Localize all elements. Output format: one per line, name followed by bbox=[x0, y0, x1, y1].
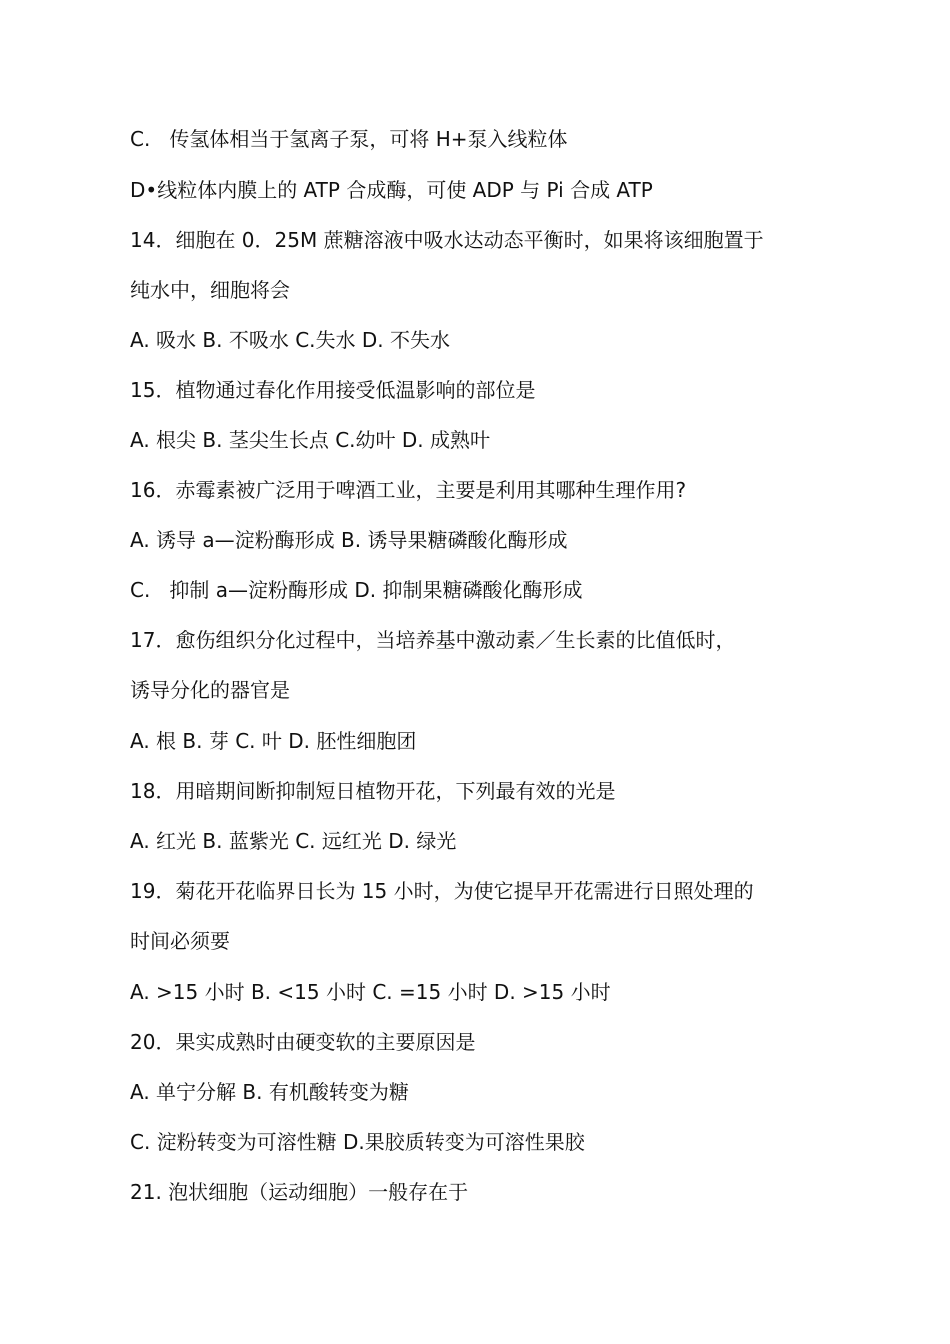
question-14-line: 14．细胞在 0．25M 蔗糖溶液中吸水达动态平衡时，如果将该细胞置于 bbox=[130, 228, 764, 252]
options-line: C. 抑制 a—淀粉酶形成 D. 抑制果糖磷酸化酶形成 bbox=[130, 578, 583, 602]
question-15-line: 15．植物通过春化作用接受低温影响的部位是 bbox=[130, 378, 536, 402]
question-20-line: 20．果实成熟时由硬变软的主要原因是 bbox=[130, 1030, 476, 1054]
text-line: 纯水中，细胞将会 bbox=[130, 278, 290, 302]
options-line: A. 根 B. 芽 C. 叶 D. 胚性细胞团 bbox=[130, 729, 417, 753]
question-18-line: 18．用暗期间断抑制短日植物开花，下列最有效的光是 bbox=[130, 779, 616, 803]
question-16-line: 16．赤霉素被广泛用于啤酒工业，主要是利用其哪种生理作用? bbox=[130, 478, 687, 502]
text-line: D•线粒体内膜上的 ATP 合成酶，可使 ADP 与 Pi 合成 ATP bbox=[130, 178, 653, 202]
options-line: A. 根尖 B. 茎尖生长点 C.幼叶 D. 成熟叶 bbox=[130, 428, 490, 452]
question-19-line: 19．菊花开花临界日长为 15 小时，为使它提早开花需进行日照处理的 bbox=[130, 879, 754, 903]
text-line: 诱导分化的器官是 bbox=[130, 678, 290, 702]
text-line: 时间必须要 bbox=[130, 929, 230, 953]
question-17-line: 17．愈伤组织分化过程中，当培养基中激动素／生长素的比值低时， bbox=[130, 628, 736, 652]
options-line: A. 诱导 a—淀粉酶形成 B. 诱导果糖磷酸化酶形成 bbox=[130, 528, 568, 552]
options-line: A. 吸水 B. 不吸水 C.失水 D. 不失水 bbox=[130, 328, 450, 352]
text-line: C. 传氢体相当于氢离子泵，可将 H+泵入线粒体 bbox=[130, 127, 568, 151]
options-line: A. 单宁分解 B. 有机酸转变为糖 bbox=[130, 1080, 409, 1104]
options-line: C. 淀粉转变为可溶性糖 D.果胶质转变为可溶性果胶 bbox=[130, 1130, 585, 1154]
options-line: A. >15 小时 B. <15 小时 C. =15 小时 D. >15 小时 bbox=[130, 980, 611, 1004]
options-line: A. 红光 B. 蓝紫光 C. 远红光 D. 绿光 bbox=[130, 829, 457, 853]
question-21-line: 21. 泡状细胞（运动细胞）一般存在于 bbox=[130, 1180, 469, 1204]
